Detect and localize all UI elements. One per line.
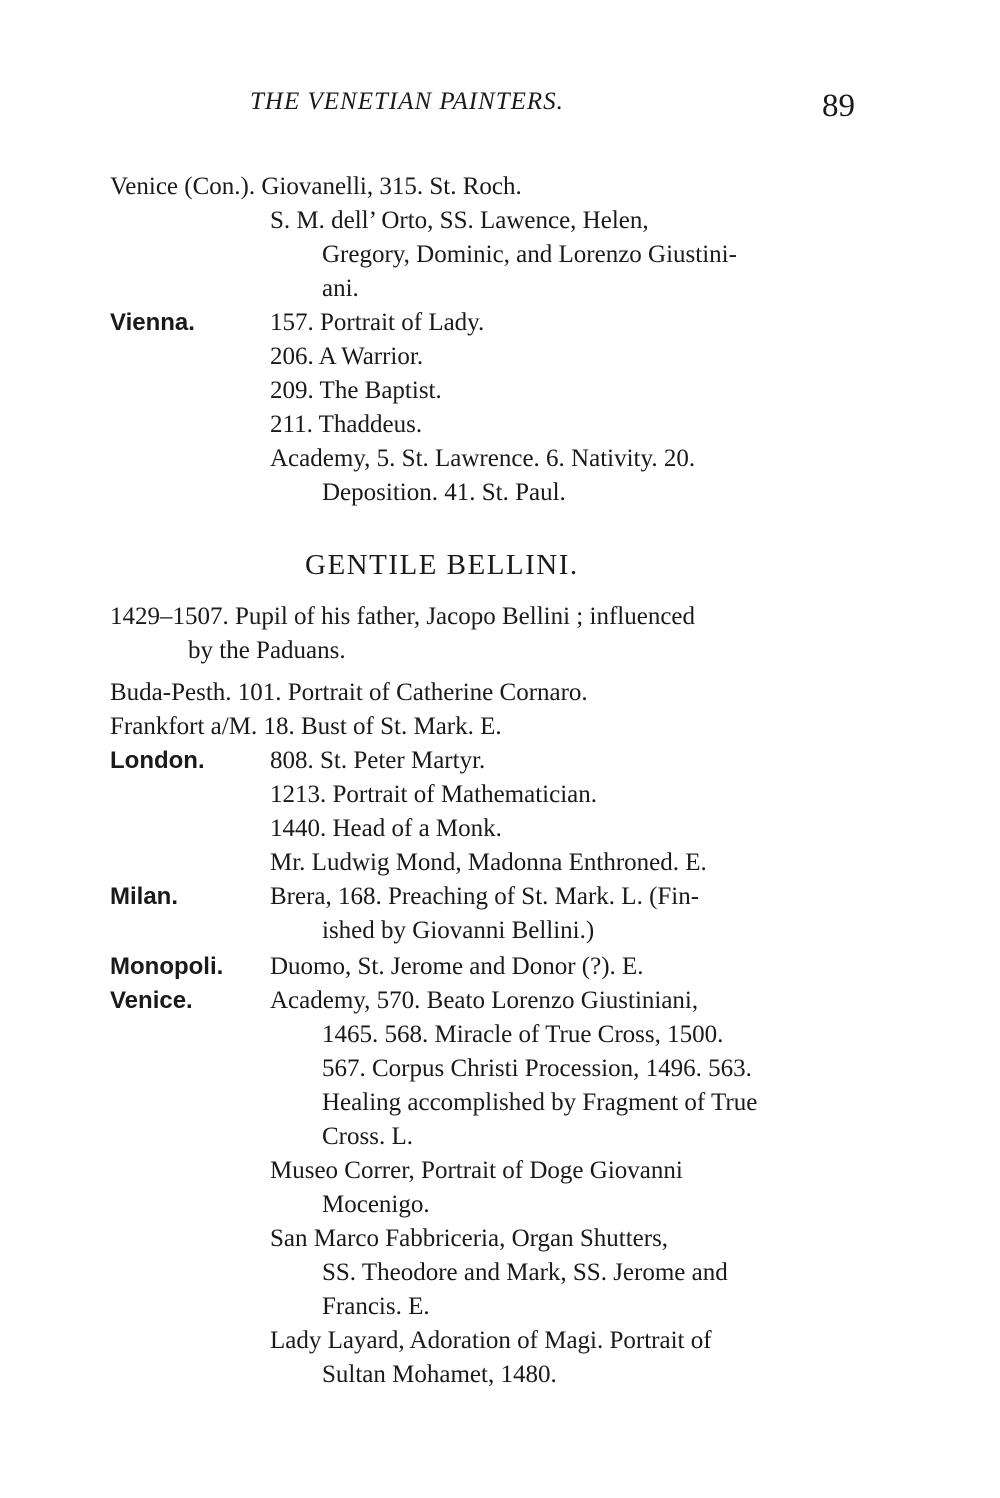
entry-line: 1465. 568. Miracle of True Cross, 1500. <box>322 1021 724 1048</box>
entry-line: Gregory, Dominic, and Lorenzo Giustini- <box>322 241 737 268</box>
entry-line: by the Paduans. <box>188 637 346 664</box>
entry-line: 206. A Warrior. <box>270 343 424 370</box>
city-heading: Vienna. <box>110 309 195 336</box>
entry-line: ished by Giovanni Bellini.) <box>322 917 595 944</box>
entry-line: S. M. dell’ Orto, SS. Lawence, Helen, <box>270 207 649 234</box>
entry-line: Buda-Pesth. 101. Portrait of Catherine Cornaro. <box>110 679 588 706</box>
entry-line: Duomo, St. Jerome and Donor (?). E. <box>270 953 644 980</box>
entry-line: ani. <box>322 275 359 302</box>
entry-line: Mr. Ludwig Mond, Madonna Enthroned. E. <box>270 849 707 876</box>
city-heading: London. <box>110 747 205 774</box>
entry-line: 1429–1507. Pupil of his father, Jacopo Bellini ; influenced <box>110 603 696 630</box>
entry-line: 1213. Portrait of Mathematician. <box>270 781 598 808</box>
entry-line: Academy, 5. St. Lawrence. 6. Nativity. 20. <box>270 445 696 472</box>
entry-line: 209. The Baptist. <box>270 377 442 404</box>
entry-line: Deposition. 41. St. Paul. <box>322 479 566 506</box>
entry-line: Academy, 570. Beato Lorenzo Giustiniani, <box>270 987 699 1014</box>
entry-line: Healing accomplished by Fragment of True <box>322 1089 758 1116</box>
entry-line: Francis. E. <box>322 1293 430 1320</box>
entry-line: Brera, 168. Preaching of St. Mark. L. (Fin- <box>270 883 700 910</box>
page-number: 89 <box>822 88 855 124</box>
entry-line: Cross. L. <box>322 1123 413 1150</box>
entry-line: Lady Layard, Adoration of Magi. Portrait of <box>270 1327 712 1354</box>
city-heading: Monopoli. <box>110 953 224 980</box>
entry-line: 808. St. Peter Martyr. <box>270 747 486 774</box>
entry-line: Frankfort a/M. 18. Bust of St. Mark. E. <box>110 713 502 740</box>
running-title: THE VENETIAN PAINTERS. <box>250 88 564 115</box>
entry-line: Museo Correr, Portrait of Doge Giovanni <box>270 1157 683 1184</box>
entry-line: 157. Portrait of Lady. <box>270 309 485 336</box>
city-heading: Venice. <box>110 987 193 1014</box>
section-title: GENTILE BELLINI. <box>305 549 579 581</box>
entry-line: Mocenigo. <box>322 1191 430 1218</box>
entry-line: San Marco Fabbriceria, Organ Shutters, <box>270 1225 669 1252</box>
entry-line: SS. Theodore and Mark, SS. Jerome and <box>322 1259 728 1286</box>
entry-line: Sultan Mohamet, 1480. <box>322 1361 557 1388</box>
entry-line: 1440. Head of a Monk. <box>270 815 502 842</box>
city-heading: Milan. <box>110 883 179 910</box>
entry-line: 211. Thaddeus. <box>270 411 423 438</box>
entry-line: 567. Corpus Christi Procession, 1496. 563. <box>322 1055 752 1082</box>
entry-line: Venice (Con.). Giovanelli, 315. St. Roch. <box>110 173 522 200</box>
